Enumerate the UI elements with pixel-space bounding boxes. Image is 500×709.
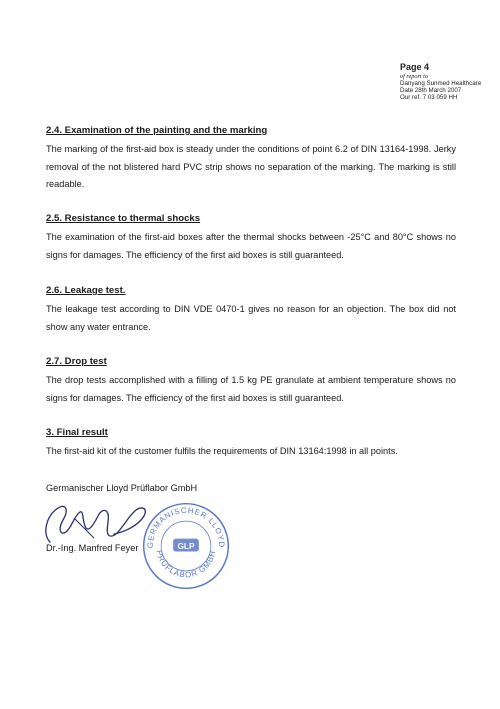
- stamp-top-text: GERMANISCHER LLOYD: [145, 505, 227, 549]
- section-title: 2.7. Drop test: [46, 356, 107, 367]
- section-title: 2.6. Leakage test.: [46, 285, 126, 296]
- company-name: Germanischer Lloyd Prüflabor GmbH: [46, 483, 198, 493]
- section-title: 3. Final result: [46, 427, 108, 438]
- stamp-seal-graphic: [140, 500, 232, 592]
- stamp-logo-text: GLP: [177, 541, 195, 551]
- section-body: The leakage test according to DIN VDE 0470-1 gives no reason for an objection. The box did not show any water entrance.: [46, 304, 456, 332]
- section-body: The first-aid kit of the customer fulfils the requirements of DIN 13164:1998 in all points.: [46, 446, 398, 456]
- report-label: of report to: [400, 73, 428, 80]
- stamp-bottom-text: PRÜFLABOR GMBH: [154, 549, 218, 580]
- section-title: 2.5. Resistance to thermal shocks: [46, 213, 201, 224]
- section-thermal-shocks: [46, 213, 456, 264]
- section-final-result: [46, 427, 456, 461]
- section-drop-test: [46, 356, 456, 407]
- page-number: Page 4: [400, 62, 430, 72]
- section-body: The marking of the first-aid box is steady under the conditions of point 6.2 of DIN 13164-1998. Jerky removal of the not blistered hard PVC strip shows no separation of the marking. The marking is still readable.: [46, 144, 456, 190]
- report-ref: Our ref. 7 03 059 HH: [400, 94, 458, 101]
- report-client: Danyang Sunmed Healthcare: [400, 80, 482, 87]
- signatory-name: Dr.-Ing. Manfred Feyer: [46, 543, 139, 553]
- report-date: Date 28th March 2007: [400, 87, 462, 94]
- section-leakage-test: [46, 285, 456, 336]
- section-title: 2.4. Examination of the painting and the marking: [46, 125, 268, 136]
- company-stamp: [140, 500, 232, 592]
- section-painting-marking: [46, 125, 456, 194]
- section-body: The examination of the first-aid boxes after the thermal shocks between -25°C and 80°C shows no signs for damages. The efficiency of the first aid boxes is still guaranteed.: [46, 232, 456, 260]
- section-body: The drop tests accomplished with a filling of 1.5 kg PE granulate at ambient temperature shows no signs for damages. The efficiency of the first aid boxes is still guaranteed.: [46, 375, 456, 403]
- page-header: [400, 62, 496, 101]
